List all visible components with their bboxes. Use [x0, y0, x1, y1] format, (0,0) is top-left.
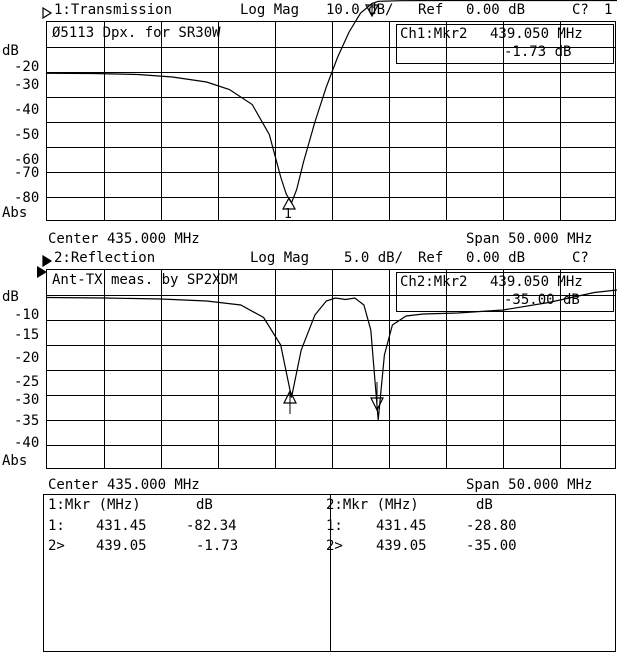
- marker-table-1-row1-value: -82.34: [186, 518, 237, 534]
- marker-table-2-row2-value: -35.00: [466, 538, 517, 554]
- channel2-marker1-glyph: [282, 388, 298, 420]
- channel1-marker-box-freq: 439.050 MHz: [490, 26, 583, 42]
- channel1-header: 1:Transmission: [54, 2, 173, 18]
- channel2-center-label: Center 435.000 MHz: [48, 477, 200, 493]
- channel1-abs-label: Abs: [2, 205, 28, 221]
- marker-table-1-row2-value: -1.73: [196, 538, 239, 554]
- channel2-marker2-glyph: [369, 382, 385, 418]
- channel2-ytick-6: -40: [14, 435, 40, 451]
- channel2-marker-box-title: Ch2:Mkr2: [400, 274, 468, 290]
- marker-table-1-unit-header: dB: [196, 497, 213, 513]
- channel2-marker-box-freq: 439.050 MHz: [490, 274, 583, 290]
- channel2-y-axis-label: dB: [2, 289, 19, 305]
- channel2-scale: 5.0 dB/: [344, 250, 404, 266]
- channel2-abs-label: Abs: [2, 453, 28, 469]
- marker-table-1-row1-freq: 431.45: [96, 518, 147, 534]
- channel1-ytick-1: -30: [14, 77, 40, 93]
- channel2-ref-value: 0.00 dB: [466, 250, 526, 266]
- channel1-ytick-6: -80: [14, 190, 40, 206]
- channel2-correction: C?: [572, 250, 589, 266]
- channel1-marker-box-value: -1.73 dB: [504, 44, 572, 60]
- marker-table-2-row2-label: 2>: [326, 538, 343, 554]
- channel1-ref-label: Ref: [418, 2, 444, 18]
- channel2-title: Ant-TX meas. by SP2XDM: [52, 272, 238, 288]
- channel1-scale: 10.0 dB/: [326, 2, 394, 18]
- channel2-ytick-0: -10: [14, 307, 40, 323]
- channel1-marker1-label: 1: [284, 207, 292, 222]
- marker-table-1-title: 1:Mkr (MHz): [48, 497, 141, 513]
- channel1-ref-value: 0.00 dB: [466, 2, 526, 18]
- channel2-ytick-1: -15: [14, 327, 40, 343]
- marker-table-2-row1-freq: 431.45: [376, 518, 427, 534]
- channel1-marker-box-title: Ch1:Mkr2: [400, 26, 468, 42]
- channel1-ytick-0: -20: [14, 59, 40, 75]
- channel1-format: Log Mag: [240, 2, 300, 18]
- marker-table-1-row1-label: 1:: [48, 518, 65, 534]
- channel2-span-label: Span 50.000 MHz: [466, 477, 593, 493]
- channel1-ytick-2: -40: [14, 102, 40, 118]
- marker-table-1-row2-freq: 439.05: [96, 538, 147, 554]
- channel2-ytick-4: -30: [14, 392, 40, 408]
- marker-table-2-unit-header: dB: [476, 497, 493, 513]
- channel1-correction: C?: [572, 2, 589, 18]
- channel1-title: Ø5113 Dpx. for SR30W: [52, 25, 221, 41]
- channel2-ref-label: Ref: [418, 250, 444, 266]
- marker-table-2-title: 2:Mkr (MHz): [326, 497, 419, 513]
- marker-table-1-row2-label: 2>: [48, 538, 65, 554]
- channel2-ytick-3: -25: [14, 374, 40, 390]
- channel2-marker-box-value: -35.00 dB: [504, 292, 580, 308]
- marker-table-2-row1-value: -28.80: [466, 518, 517, 534]
- marker-table-2-row2-freq: 439.05: [376, 538, 427, 554]
- channel1-ytick-3: -50: [14, 127, 40, 143]
- channel1-ytick-5: -70: [14, 165, 40, 181]
- channel1-span-label: Span 50.000 MHz: [466, 231, 593, 247]
- channel2-ytick-5: -35: [14, 413, 40, 429]
- channel1-y-axis-label: dB: [2, 43, 19, 59]
- channel1-center-label: Center 435.000 MHz: [48, 231, 200, 247]
- channel2-ytick-2: -20: [14, 350, 40, 366]
- channel1-tag: 1: [604, 2, 613, 18]
- channel2-format: Log Mag: [250, 250, 310, 266]
- marker-table-2-row1-label: 1:: [326, 518, 343, 534]
- channel1-ytick-4: -60: [14, 152, 40, 168]
- channel2-header: 2:Reflection: [54, 250, 156, 266]
- channel1-marker2-glyph: [364, 2, 380, 22]
